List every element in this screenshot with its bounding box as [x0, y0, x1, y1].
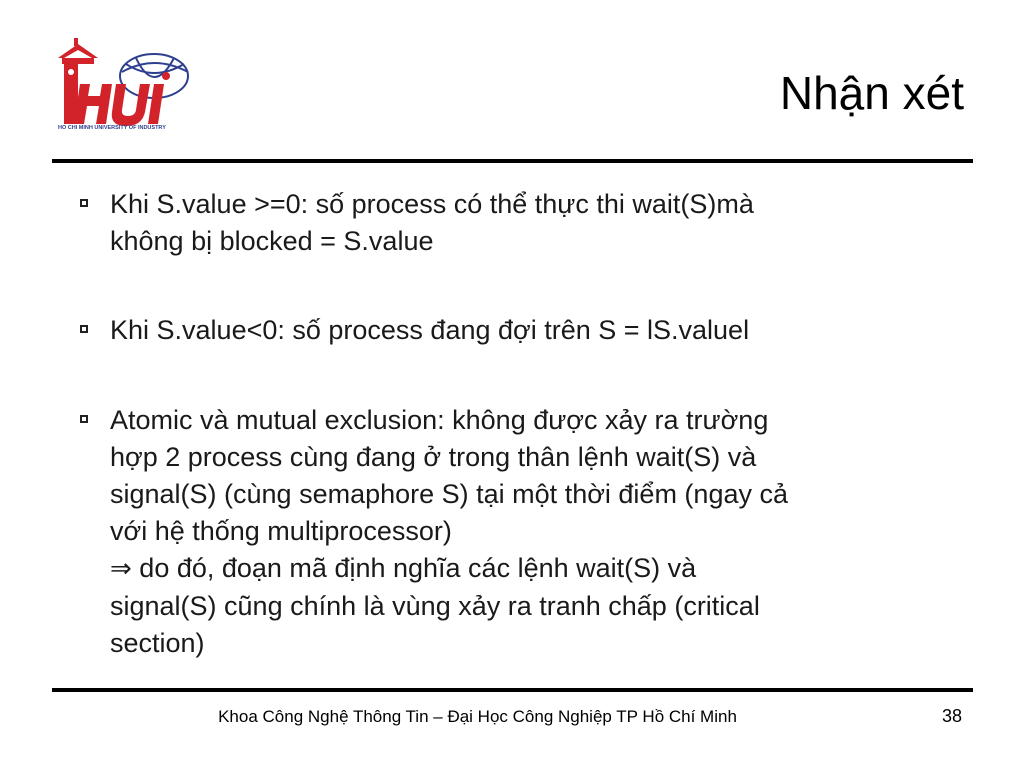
bottom-divider [52, 688, 973, 692]
logo-letters [74, 72, 170, 126]
conclusion-text: do đó, đoạn mã định nghĩa các lệnh wait(S) và [131, 553, 697, 583]
slide-content [70, 186, 950, 662]
square-bullet-icon [80, 325, 88, 333]
page-number: 38 [941, 706, 962, 726]
bullet-line: Khi S.value<0: số process đang đợi trên S = lS.valuel [110, 315, 750, 345]
bullet-line: Khi S.value >=0: số process có thể thực thi wait(S)mà [110, 189, 754, 219]
logo-subtitle: HO CHI MINH UNIVERSITY OF INDUSTRY [58, 125, 166, 130]
hui-logo [56, 36, 196, 130]
conclusion-line [70, 550, 950, 588]
footer-text: Khoa Công Nghệ Thông Tin – Đại Học Công Nghiệp TP Hồ Chí Minh [218, 707, 737, 726]
conclusion-line: section) [110, 628, 205, 658]
square-bullet-icon [80, 199, 88, 207]
conclusion-line: signal(S) cũng chính là vùng xảy ra tranh chấp (critical [110, 591, 760, 621]
slide-title: Nhận xét [779, 67, 964, 119]
bullet-line: không bị blocked = S.value [110, 226, 434, 256]
bullet-line: signal(S) (cùng semaphore S) tại một thời điểm (ngay cả [110, 479, 788, 509]
square-bullet-icon [80, 415, 88, 423]
implies-arrow-icon: ⇒ [110, 554, 132, 584]
bullet-item [70, 402, 950, 550]
top-divider [52, 159, 973, 163]
bullet-item [70, 186, 950, 260]
bullet-line: với hệ thống multiprocessor) [110, 516, 452, 546]
bullet-line: Atomic và mutual exclusion: không được xảy ra trường [110, 405, 769, 435]
bullet-line: hợp 2 process cùng đang ở trong thân lệnh wait(S) và [110, 442, 757, 472]
bullet-item [70, 312, 950, 349]
